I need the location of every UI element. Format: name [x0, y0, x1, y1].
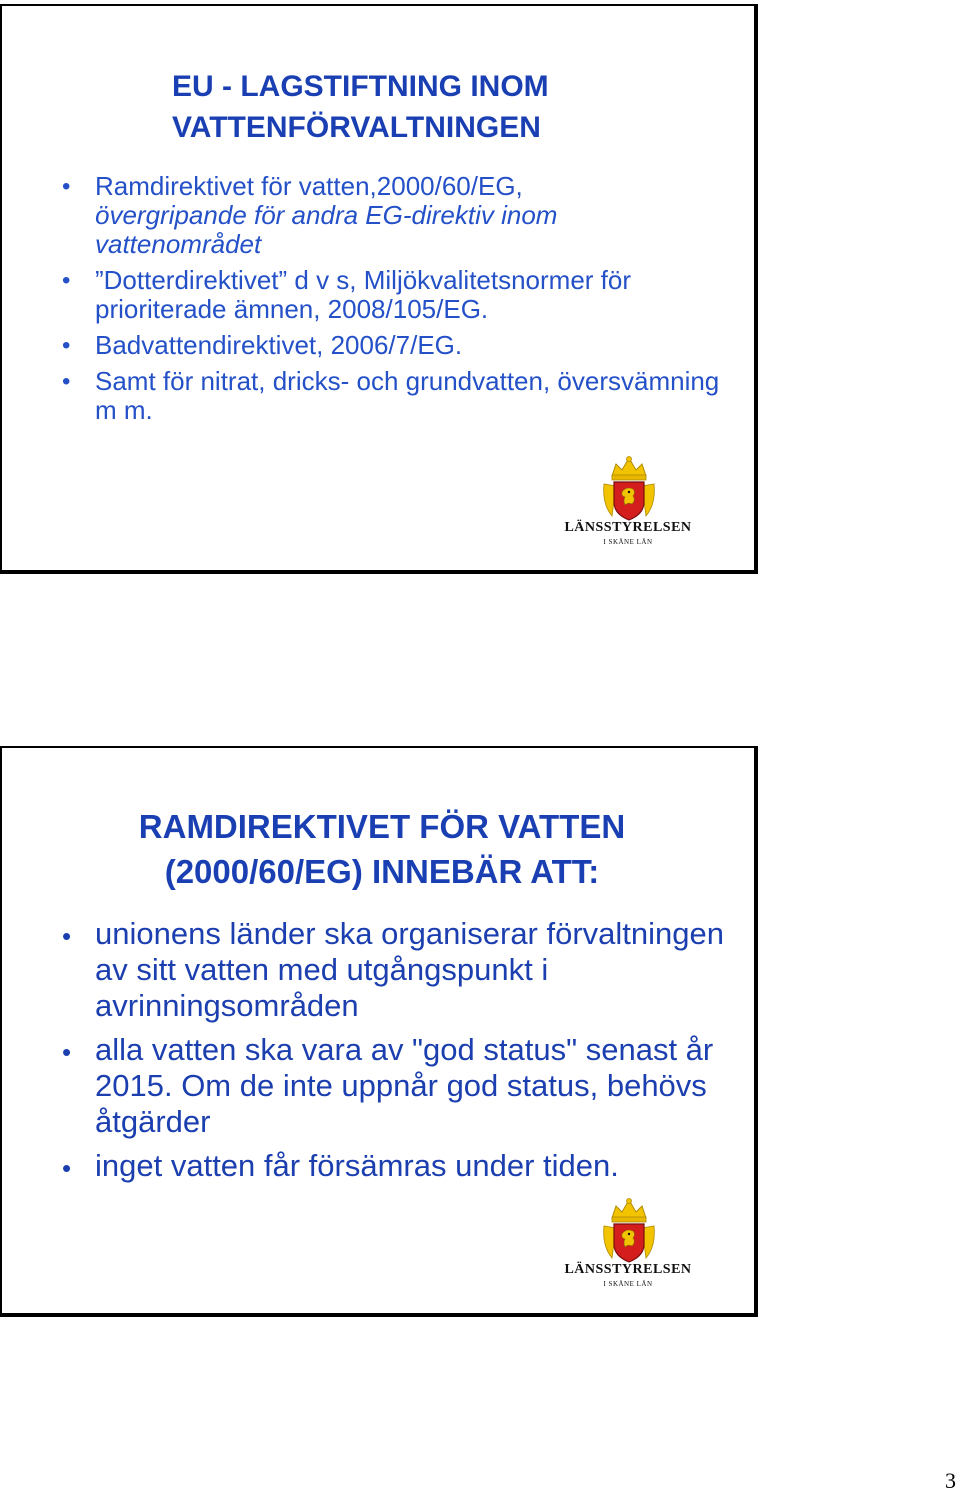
bullet-text-italic: övergripande för andra EG-direktiv inom vattenområdet [95, 200, 558, 259]
slide-1-bullet-list [2, 172, 722, 432]
bullet-text: inget vatten får försämras under tiden. [95, 1148, 619, 1183]
slide-2 [0, 746, 758, 1317]
bullet-text: alla vatten ska vara av "god status" senast år 2015. Om de inte uppnår god status, behövs åtgärder [95, 1032, 714, 1139]
slide-2-title-line-1: RAMDIREKTIVET FÖR VATTEN [138, 808, 626, 845]
lansstyrelsen-logo [562, 456, 694, 552]
bullet-icon: • [62, 267, 71, 294]
logo-subtitle: I SKÅNE LÄN [603, 1280, 653, 1288]
slide-1-title [172, 66, 732, 148]
slide-2-bullet-list [2, 916, 742, 1192]
list-item [2, 331, 722, 360]
slide-1-title-line-2: VATTENFÖRVALTNINGEN [172, 111, 541, 144]
page-number: 3 [945, 1468, 956, 1493]
list-item [2, 1032, 742, 1140]
bullet-text: Badvattendirektivet, 2006/7/EG. [95, 330, 463, 360]
slide-1 [0, 4, 758, 574]
slide-2-title [62, 804, 702, 894]
list-item [2, 266, 722, 324]
list-item [2, 1148, 742, 1184]
coat-of-arms-icon [598, 456, 660, 522]
logo-name: LÄNSSTYRELSEN [564, 520, 692, 535]
slide-2-title-line-2: (2000/60/EG) INNEBÄR ATT: [164, 853, 600, 890]
bullet-icon: • [62, 1153, 72, 1183]
bullet-text: ”Dotterdirektivet” d v s, Miljökvalitetsnormer för prioriterade ämnen, 2008/105/EG. [95, 265, 632, 324]
list-item [2, 172, 722, 259]
bullet-text: Samt för nitrat, dricks- och grundvatten, översvämning m m. [95, 366, 720, 425]
logo-name: LÄNSSTYRELSEN [564, 1262, 692, 1277]
list-item [2, 916, 742, 1024]
bullet-text: unionens länder ska organiserar förvaltningen av sitt vatten med utgångspunkt i avrinningsområden [95, 916, 725, 1023]
bullet-icon: • [62, 173, 71, 200]
list-item [2, 367, 722, 425]
bullet-icon: • [62, 1037, 72, 1067]
bullet-icon: • [62, 921, 72, 951]
slide-1-title-line-1: EU - LAGSTIFTNING INOM [172, 70, 549, 103]
coat-of-arms-icon [598, 1198, 660, 1264]
logo-subtitle: I SKÅNE LÄN [603, 538, 653, 546]
bullet-icon: • [62, 332, 71, 359]
bullet-icon: • [62, 368, 71, 395]
bullet-text: Ramdirektivet för vatten,2000/60/EG, [95, 171, 523, 201]
lansstyrelsen-logo [562, 1198, 694, 1294]
